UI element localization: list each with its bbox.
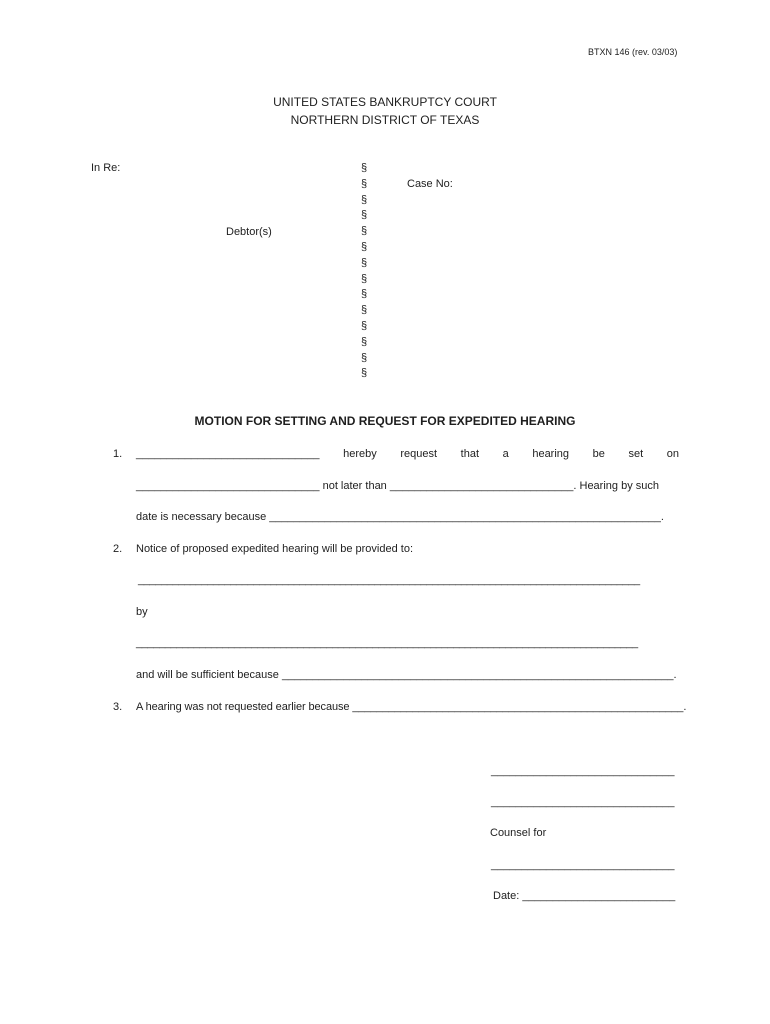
section-mark: § (361, 256, 368, 269)
client-line[interactable]: ______________________________ (491, 859, 675, 871)
item-1-row-3[interactable]: date is necessary because ________________________________________________________________. (136, 511, 664, 523)
item-1-word: hereby (343, 448, 377, 460)
item-2-row-5[interactable]: and will be sufficient because ________________________________________________________________. (136, 669, 677, 681)
case-no-label: Case No: (407, 178, 453, 190)
item-1-word: be (592, 448, 605, 460)
item-3-row-1[interactable]: A hearing was not requested earlier because _______________________________________________________. (136, 701, 687, 713)
item-1-row-2[interactable]: ______________________________ not later than ______________________________. Hearing by such (136, 480, 659, 492)
item-1-word: on (666, 448, 679, 460)
name-line[interactable]: ______________________________ (491, 796, 675, 808)
notice-recipient-blank[interactable]: _______________________________________________________________________________________ (138, 574, 640, 586)
item-1-row-1 (136, 448, 679, 460)
section-mark: § (361, 225, 368, 238)
section-mark: § (361, 177, 368, 190)
requester-blank[interactable]: ______________________________ (136, 448, 320, 460)
item-3-number: 3. (113, 701, 123, 713)
form-code: BTXN 146 (rev. 03/03) (588, 47, 678, 57)
item-1-word: set (628, 448, 644, 460)
item-2-number: 2. (113, 543, 123, 555)
item-1-word: hearing (532, 448, 570, 460)
section-mark: § (361, 193, 368, 206)
section-mark: § (361, 367, 368, 380)
item-1-word: a (502, 448, 509, 460)
in-re-label: In Re: (91, 162, 121, 174)
section-mark: § (361, 272, 368, 285)
debtors-label: Debtor(s) (226, 226, 272, 238)
section-mark: § (361, 288, 368, 301)
item-2-by-label: by (136, 606, 148, 618)
counsel-for-label: Counsel for (490, 827, 547, 839)
section-mark: § (361, 240, 368, 253)
section-mark: § (361, 304, 368, 317)
court-district: NORTHERN DISTRICT OF TEXAS (290, 113, 480, 127)
section-mark-column (361, 161, 373, 382)
item-1-number: 1. (113, 448, 123, 460)
court-name: UNITED STATES BANKRUPTCY COURT (273, 95, 497, 109)
motion-title: MOTION FOR SETTING AND REQUEST FOR EXPEDITED HEARING (194, 414, 576, 428)
section-mark: § (361, 351, 368, 364)
section-mark: § (361, 319, 368, 332)
signature-line[interactable]: ______________________________ (491, 765, 675, 777)
section-mark: § (361, 335, 368, 348)
section-mark: § (361, 209, 368, 222)
notice-method-blank[interactable]: _______________________________________________________________________________________ (136, 637, 638, 649)
item-1-word: request (400, 448, 438, 460)
item-2-row-1: Notice of proposed expedited hearing will be provided to: (136, 543, 414, 555)
date-field[interactable]: Date: _________________________ (493, 890, 676, 902)
section-mark: § (361, 162, 368, 174)
item-1-word: that (460, 448, 480, 460)
